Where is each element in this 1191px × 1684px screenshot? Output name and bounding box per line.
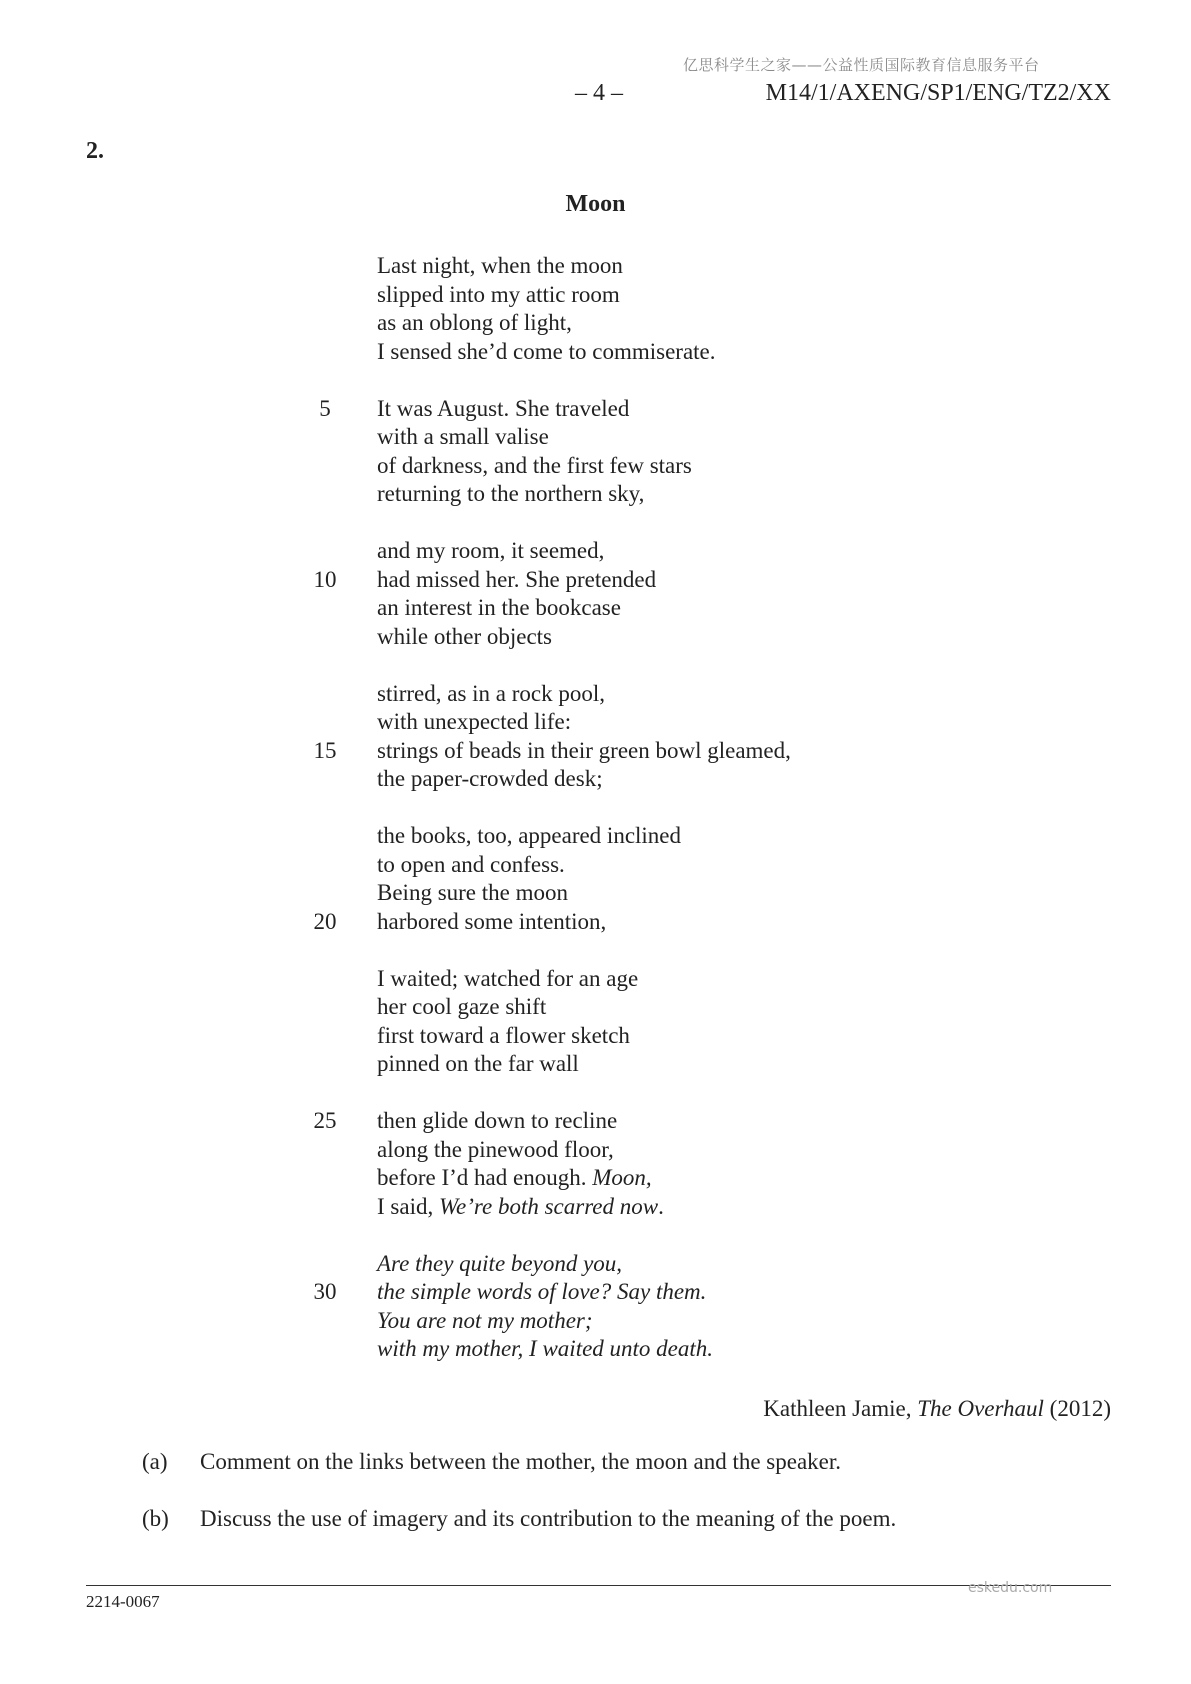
footer-rule xyxy=(86,1585,1111,1586)
line-text xyxy=(377,480,644,509)
line-number: 25 xyxy=(313,1108,337,1133)
line-text xyxy=(377,737,791,766)
poem-body xyxy=(300,252,900,1364)
question-a-text: Comment on the links between the mother, the moon and the speaker. xyxy=(200,1449,842,1474)
question-number: 2. xyxy=(86,138,104,164)
poem-line xyxy=(300,1022,900,1051)
poem-line xyxy=(300,1335,900,1364)
text-segment: then glide down to recline xyxy=(377,1108,618,1133)
text-segment: the paper-crowded desk; xyxy=(377,766,603,791)
line-number: 20 xyxy=(313,908,337,934)
stanza-gap xyxy=(300,509,900,538)
poem-line xyxy=(300,423,900,452)
line-text xyxy=(377,680,605,709)
line-text xyxy=(377,252,623,281)
page-number: – 4 – xyxy=(575,80,623,106)
line-text xyxy=(377,1278,706,1307)
poem-line xyxy=(300,879,900,908)
line-number: 15 xyxy=(313,737,337,763)
poem-line xyxy=(300,1278,900,1307)
document-code: M14/1/AXENG/SP1/ENG/TZ2/XX xyxy=(765,80,1111,106)
stanza-gap xyxy=(300,366,900,395)
poem-line xyxy=(300,822,900,851)
line-text xyxy=(377,423,549,452)
line-text xyxy=(377,879,568,908)
text-segment: I sensed she’d come to commiserate. xyxy=(377,338,716,364)
poem-line xyxy=(300,851,900,880)
poem-line xyxy=(300,765,900,794)
text-segment: of darkness, and the first few stars xyxy=(377,452,692,478)
text-segment: along the pinewood floor, xyxy=(377,1136,614,1162)
poem-line xyxy=(300,452,900,481)
stanza-gap xyxy=(300,1079,900,1108)
italic-segment: We’re both scarred now xyxy=(438,1193,659,1219)
poem-line xyxy=(300,1307,900,1336)
stanza-gap xyxy=(300,1221,900,1250)
question-b-text: Discuss the use of imagery and its contribution to the meaning of the poem. xyxy=(200,1506,897,1531)
line-text xyxy=(377,1022,630,1051)
text-segment: It was August. She traveled xyxy=(377,395,630,421)
text-segment: with a small valise xyxy=(377,424,549,449)
line-text xyxy=(377,1193,664,1222)
text-segment: had missed her. She pretended xyxy=(377,566,657,592)
text-segment: to open and confess. xyxy=(377,851,565,877)
line-text xyxy=(377,338,716,367)
stanza-gap xyxy=(300,651,900,680)
text-segment: Last night, when the moon xyxy=(377,253,623,278)
question-b xyxy=(142,1506,896,1532)
text-segment: harbored some intention, xyxy=(377,908,607,934)
poem-line xyxy=(300,309,900,338)
line-text xyxy=(377,1250,622,1279)
poem-line xyxy=(300,281,900,310)
poem-line xyxy=(300,1050,900,1079)
line-text xyxy=(377,822,681,851)
poem-line xyxy=(300,1193,900,1222)
source-year: (2012) xyxy=(1043,1396,1111,1421)
text-segment: while other objects xyxy=(377,623,553,649)
line-text xyxy=(377,309,572,338)
line-number: 10 xyxy=(313,566,337,592)
text-segment: I waited; watched for an age xyxy=(377,965,639,991)
text-segment: with unexpected life: xyxy=(377,709,572,734)
question-a-label: (a) xyxy=(142,1449,168,1474)
text-segment: . xyxy=(658,1193,664,1219)
text-segment: before I’d had enough. xyxy=(377,1165,593,1190)
line-number: 5 xyxy=(319,395,331,421)
poem-line xyxy=(300,1107,900,1136)
line-text xyxy=(377,965,638,994)
stanza-gap xyxy=(300,936,900,965)
question-b-label: (b) xyxy=(142,1506,169,1531)
poem-line xyxy=(300,965,900,994)
poem-line xyxy=(300,395,900,424)
text-segment: an interest in the bookcase xyxy=(377,595,621,620)
source-citation xyxy=(763,1396,1111,1422)
text-segment: pinned on the far wall xyxy=(377,1051,579,1076)
poem-line xyxy=(300,623,900,652)
line-text xyxy=(377,1136,614,1165)
line-text xyxy=(377,395,629,424)
line-number: 30 xyxy=(313,1279,337,1304)
poem-line xyxy=(300,908,900,937)
line-text xyxy=(377,1107,617,1136)
poem-line xyxy=(300,1250,900,1279)
poem-line xyxy=(300,594,900,623)
watermark-top: 亿思科学生之家——公益性质国际教育信息服务平台 xyxy=(683,56,1040,74)
poem-line xyxy=(300,1164,900,1193)
text-segment: first toward a flower sketch xyxy=(377,1022,630,1048)
text-segment: stirred, as in a rock pool, xyxy=(377,680,606,706)
source-author: Kathleen Jamie, xyxy=(763,1396,918,1421)
line-text xyxy=(377,452,692,481)
footer-code: 2214-0067 xyxy=(86,1592,160,1611)
line-text xyxy=(377,623,552,652)
poem-line xyxy=(300,1136,900,1165)
line-text xyxy=(377,908,606,937)
text-segment: returning to the northern sky, xyxy=(377,481,645,506)
text-segment: slipped into my attic room xyxy=(377,281,620,307)
stanza-gap xyxy=(300,794,900,823)
text-segment: and my room, it seemed, xyxy=(377,538,605,563)
text-segment: as an oblong of light, xyxy=(377,310,572,335)
text-segment: Being sure the moon xyxy=(377,880,568,905)
poem-title: Moon xyxy=(565,191,626,217)
line-text xyxy=(377,281,620,310)
text-segment: her cool gaze shift xyxy=(377,994,547,1019)
watermark-bottom: eskedu.com xyxy=(968,1580,1053,1596)
poem-line xyxy=(300,737,900,766)
poem-line xyxy=(300,993,900,1022)
line-text xyxy=(377,594,621,623)
line-text xyxy=(377,993,546,1022)
question-a xyxy=(142,1449,841,1475)
source-book: The Overhaul xyxy=(917,1396,1044,1421)
line-text xyxy=(377,1050,579,1079)
poem-line xyxy=(300,252,900,281)
line-text xyxy=(377,708,571,737)
italic-segment: the simple words of love? Say them. xyxy=(377,1279,707,1304)
poem-line xyxy=(300,480,900,509)
line-text xyxy=(377,765,603,794)
italic-segment: Are they quite beyond you, xyxy=(377,1250,623,1276)
poem-line xyxy=(300,680,900,709)
line-text xyxy=(377,1164,652,1193)
line-text xyxy=(377,1307,593,1336)
text-segment: the books, too, appeared inclined xyxy=(377,823,682,848)
poem-line xyxy=(300,537,900,566)
line-text xyxy=(377,537,604,566)
italic-segment: with my mother, I waited unto death. xyxy=(377,1336,714,1361)
poem-line xyxy=(300,566,900,595)
line-text xyxy=(377,566,656,595)
italic-segment: Moon, xyxy=(592,1165,652,1190)
italic-segment: You are not my mother; xyxy=(377,1307,593,1333)
line-text xyxy=(377,1335,713,1364)
text-segment: strings of beads in their green bowl gleamed, xyxy=(377,737,791,763)
poem-line xyxy=(300,338,900,367)
poem-line xyxy=(300,708,900,737)
line-text xyxy=(377,851,565,880)
text-segment: I said, xyxy=(377,1193,439,1219)
